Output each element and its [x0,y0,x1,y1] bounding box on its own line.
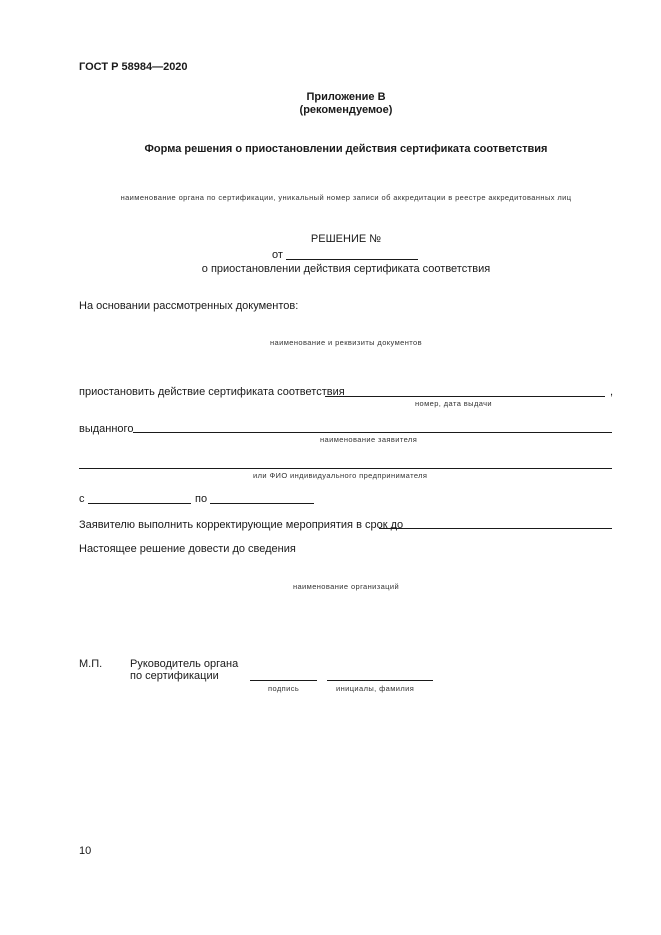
caption-signature: подпись [268,684,300,693]
entrepreneur-name-field[interactable] [79,468,612,469]
caption-initials-surname: инициалы, фамилия [336,684,415,693]
standard-number: ГОСТ Р 58984—2020 [79,61,188,73]
appendix-title: Приложение В [306,91,386,103]
decision-date-label: от [272,249,283,261]
caption-number-date: номер, дата выдачи [415,399,493,408]
caption-certification-body: наименование органа по сертификации, уникальный номер записи об аккредитации в реестре аккредитованных лиц [120,193,572,202]
corrective-deadline-field[interactable] [379,528,612,529]
appendix-status: (рекомендуемое) [299,104,393,116]
seal-label: М.П. [79,658,103,670]
form-title: Форма решения о приостановлении действия сертификата соответствия [144,143,548,155]
corrective-text: Заявителю выполнить корректирующие мероприятия в срок до [79,519,404,531]
basis-text: На основании рассмотренных документов: [79,300,299,312]
decision-subject: о приостановлении действия сертификата соответствия [201,263,491,275]
decision-date-field[interactable] [286,259,418,260]
certificate-number-field[interactable] [325,396,605,397]
caption-applicant: наименование заявителя [320,435,418,444]
signature-field[interactable] [250,680,317,681]
signatory-role-line1: Руководитель органа [130,658,239,670]
caption-organizations: наименование организаций [292,582,400,591]
signatory-role-line2: по сертификации [130,670,219,682]
caption-entrepreneur: или ФИО индивидуального предпринимателя [253,471,428,480]
period-to-field[interactable] [210,503,314,504]
applicant-name-field[interactable] [133,432,612,433]
page-number: 10 [79,845,92,857]
decision-title: РЕШЕНИЕ № [310,233,382,245]
initials-surname-field[interactable] [327,680,433,681]
suspend-comma: , [610,386,614,398]
notify-text: Настоящее решение довести до сведения [79,543,296,555]
issued-text: выданного [79,423,134,435]
period-to-label: по [195,493,208,505]
caption-documents: наименование и реквизиты документов [270,338,422,347]
period-from-label: с [79,493,85,505]
suspend-text: приостановить действие сертификата соответствия [79,386,345,398]
period-from-field[interactable] [88,503,191,504]
